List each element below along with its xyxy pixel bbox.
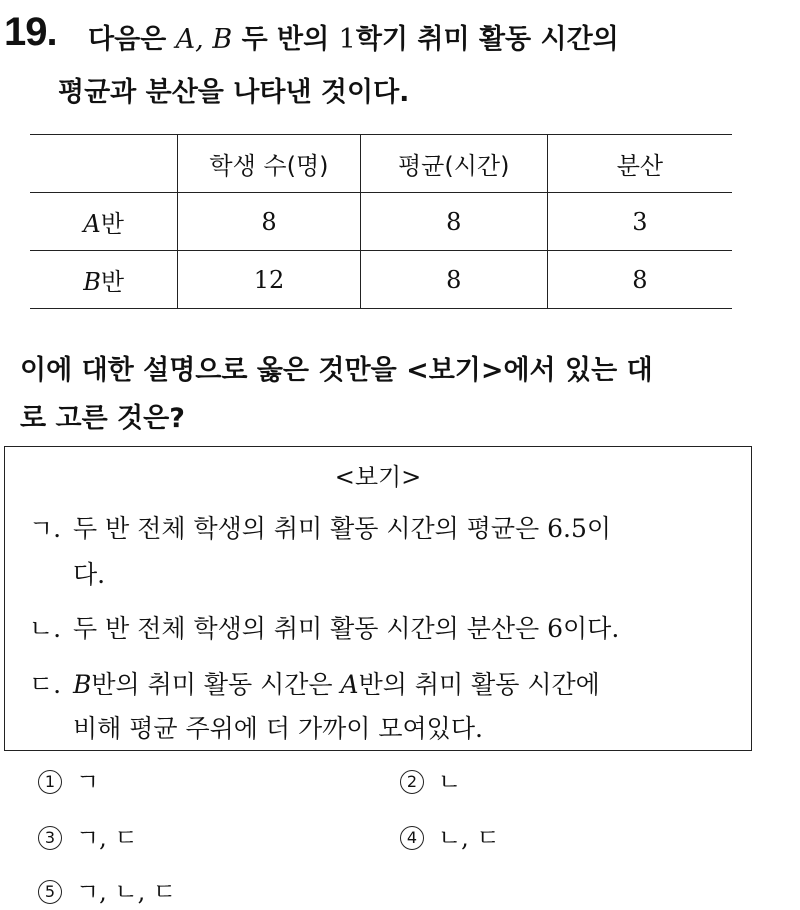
choice-number-circle: 3 bbox=[38, 826, 62, 850]
cell-value: 8 bbox=[261, 207, 277, 236]
item-marker: ㄷ. bbox=[29, 670, 62, 699]
choice-4[interactable] bbox=[400, 818, 500, 853]
bogi-item-digeut-cont: 비해 평균 주위에 더 가까이 모여있다. bbox=[73, 714, 483, 743]
item-text: 두 반 전체 학생의 취미 활동 시간의 평균은 6.5이 bbox=[73, 514, 612, 543]
choice-3[interactable] bbox=[38, 818, 138, 853]
class-label-a: A bbox=[175, 24, 196, 55]
table-row bbox=[30, 193, 732, 251]
class-letter: A bbox=[83, 210, 101, 238]
choice-text: ㄱ bbox=[76, 768, 100, 796]
item-text: 반의 취미 활동 시간에 bbox=[358, 670, 600, 699]
cell-value: 8 bbox=[446, 265, 462, 294]
semester-number: 1 bbox=[338, 24, 356, 55]
question-text: 학기 취미 활동 시간의 bbox=[355, 24, 619, 55]
item-text: 반의 취미 활동 시간은 bbox=[91, 670, 341, 699]
class-letter: B bbox=[83, 268, 101, 296]
choice-number-circle: 5 bbox=[38, 880, 62, 904]
item-marker: ㄴ. bbox=[29, 614, 62, 643]
choice-text: ㄱ, ㄴ, ㄷ bbox=[76, 878, 177, 906]
question-text: 두 반의 bbox=[232, 24, 339, 55]
statistics-table bbox=[30, 134, 732, 309]
prompt-line-2: 로 고른 것은? bbox=[20, 403, 185, 434]
cell-value: 8 bbox=[632, 265, 648, 294]
cell-value: 12 bbox=[253, 265, 285, 294]
question-text-line-2: 평균과 분산을 나타낸 것이다. bbox=[58, 77, 410, 108]
prompt-line-1: 이에 대한 설명으로 옳은 것만을 <보기>에서 있는 대 bbox=[20, 355, 653, 386]
item-marker: ㄱ. bbox=[29, 514, 62, 543]
class-suffix: 반 bbox=[100, 268, 125, 296]
class-letter: B bbox=[73, 670, 92, 699]
bogi-title: <보기> bbox=[334, 463, 422, 491]
row-label-b bbox=[30, 251, 178, 309]
choice-text: ㄴ, ㄷ bbox=[438, 824, 500, 852]
table-header-row bbox=[30, 135, 732, 193]
bogi-item-digeut bbox=[29, 665, 600, 701]
row-label-a bbox=[30, 193, 178, 251]
class-label-b: B bbox=[212, 24, 233, 55]
table-row bbox=[30, 251, 732, 309]
class-suffix: 반 bbox=[100, 210, 124, 238]
cell-mean bbox=[360, 193, 547, 251]
cell-mean bbox=[360, 251, 547, 309]
table-header-empty bbox=[30, 135, 178, 193]
question-text: 다음은 bbox=[88, 24, 176, 55]
cell-value: 3 bbox=[632, 207, 648, 236]
separator: , bbox=[195, 24, 213, 55]
choice-number-circle: 4 bbox=[400, 826, 424, 850]
bogi-box bbox=[4, 446, 752, 751]
cell-value: 8 bbox=[446, 207, 462, 236]
class-letter: A bbox=[340, 670, 359, 699]
choice-number-circle: 2 bbox=[400, 770, 424, 794]
choice-1[interactable] bbox=[38, 762, 99, 797]
cell-variance bbox=[547, 193, 732, 251]
bogi-item-giyeok bbox=[29, 509, 611, 545]
cell-students bbox=[178, 193, 360, 251]
bogi-item-giyeok-cont: 다. bbox=[73, 560, 106, 589]
choice-text: ㄴ bbox=[438, 768, 462, 796]
choice-5[interactable] bbox=[38, 872, 176, 907]
bogi-item-nieun bbox=[29, 609, 619, 645]
choice-2[interactable] bbox=[400, 762, 461, 797]
table-header-mean: 평균(시간) bbox=[360, 135, 547, 193]
choice-text: ㄱ, ㄷ bbox=[76, 824, 138, 852]
table-header-variance: 분산 bbox=[547, 135, 732, 193]
cell-students bbox=[178, 251, 360, 309]
cell-variance bbox=[547, 251, 732, 309]
table-header-students: 학생 수(명) bbox=[178, 135, 360, 193]
question-text-line-1 bbox=[88, 17, 619, 56]
choice-number-circle: 1 bbox=[38, 770, 62, 794]
question-number: 19. bbox=[4, 10, 57, 54]
item-text: 두 반 전체 학생의 취미 활동 시간의 분산은 6이다. bbox=[73, 614, 620, 643]
